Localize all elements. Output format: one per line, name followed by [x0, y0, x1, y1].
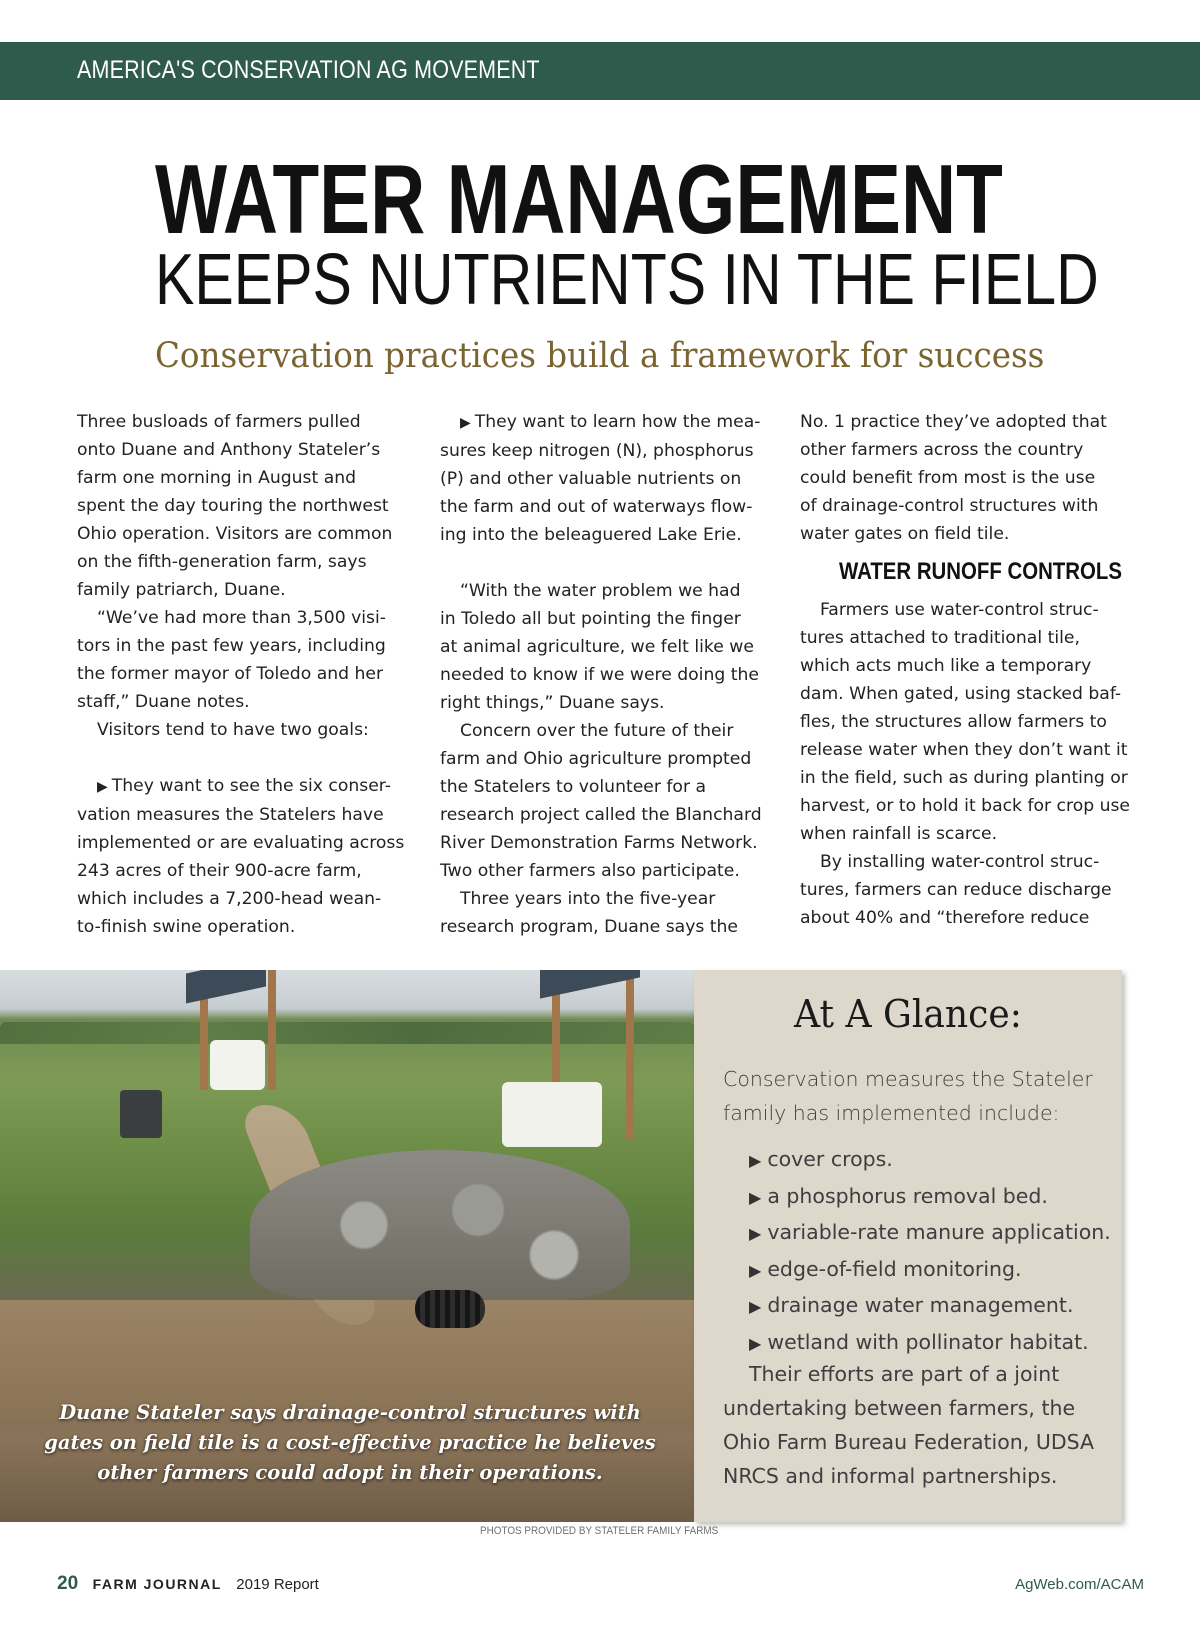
body-line: other farmers across the country: [800, 440, 1084, 460]
measures-list: [749, 1142, 1111, 1361]
list-item: ▶ wetland with pollinator habitat.: [749, 1325, 1111, 1362]
sidebar-intro: [723, 1062, 1113, 1130]
body-line: in Toledo all but pointing the finger: [440, 609, 741, 629]
intro-line: Conservation measures the Stateler: [723, 1067, 1093, 1091]
bullet-line: ▶ They want to learn how the mea-: [440, 408, 770, 437]
body-line: No. 1 practice they’ve adopted that: [800, 412, 1107, 432]
triangle-bullet-icon: ▶: [749, 1151, 762, 1170]
triangle-bullet-icon: ▶: [460, 415, 471, 431]
sidebar-title: At A Glance:: [794, 992, 1022, 1036]
body-line: research program, Duane says the: [440, 917, 738, 937]
body-line: spent the day touring the northwest: [77, 496, 389, 516]
body-line: the Statelers to volunteer for a: [440, 777, 707, 797]
list-item: ▶ a phosphorus removal bed.: [749, 1179, 1111, 1216]
list-item: ▶ edge-of-field monitoring.: [749, 1252, 1111, 1289]
body-line: Two other farmers also participate.: [440, 861, 740, 881]
outro-line: NRCS and informal partnerships.: [723, 1464, 1058, 1488]
body-line: Visitors tend to have two goals:: [97, 720, 369, 740]
triangle-bullet-icon: ▶: [749, 1333, 762, 1353]
body-line: tors in the past few years, including: [77, 636, 386, 656]
body-line: fles, the structures allow farmers to: [800, 712, 1107, 732]
body-line: farm one morning in August and: [77, 468, 357, 488]
at-a-glance-sidebar: [694, 970, 1122, 1522]
body-line: the farm and out of waterways flow-: [440, 497, 753, 517]
list-item: ▶ cover crops.: [749, 1142, 1111, 1179]
body-line: staff,” Duane notes.: [77, 692, 250, 712]
body-line: onto Duane and Anthony Stateler’s: [77, 440, 381, 460]
triangle-bullet-icon: ▶: [749, 1187, 762, 1207]
headline-title: WATER MANAGEMENT: [155, 144, 1003, 254]
section-label: AMERICA'S CONSERVATION AG MOVEMENT: [77, 56, 540, 84]
body-line: sures keep nitrogen (N), phosphorus: [440, 441, 754, 461]
body-line: on the fifth-generation farm, says: [77, 552, 367, 572]
body-line: Concern over the future of their: [460, 721, 734, 741]
body-line: farm and Ohio agriculture prompted: [440, 749, 752, 769]
body-line: implemented or are evaluating across: [77, 833, 405, 853]
body-line: which includes a 7,200-head wean-: [77, 889, 382, 909]
body-line: which acts much like a temporary: [800, 656, 1092, 676]
photo-caption: [40, 1398, 660, 1488]
intro-line: family has implemented include:: [723, 1101, 1060, 1125]
farm-drainage-photo: [0, 970, 694, 1522]
body-line: water gates on field tile.: [800, 524, 1010, 544]
section-subhead: WATER RUNOFF CONTROLS: [839, 558, 1122, 585]
body-line: ing into the beleaguered Lake Erie.: [440, 525, 742, 545]
body-line: in the field, such as during planting or: [800, 768, 1128, 788]
body-line: Farmers use water-control struc-: [820, 600, 1099, 620]
caption-line: other farmers could adopt in their operations.: [97, 1461, 603, 1484]
body-line: 243 acres of their 900-acre farm,: [77, 861, 362, 881]
body-line: tures, farmers can reduce discharge: [800, 880, 1112, 900]
body-line: at animal agriculture, we felt like we: [440, 637, 754, 657]
body-line: vation measures the Statelers have: [77, 805, 384, 825]
footer-left: [57, 1573, 319, 1595]
monitoring-box: [502, 1082, 602, 1147]
publication-name: FARM JOURNAL: [92, 1576, 222, 1592]
photo-credit: PHOTOS PROVIDED BY STATELER FAMILY FARMS: [480, 1525, 719, 1537]
headline-subtitle: KEEPS NUTRIENTS IN THE FIELD: [155, 240, 1099, 320]
body-line: right things,” Duane says.: [440, 693, 665, 713]
body-line: release water when they don’t want it: [800, 740, 1128, 760]
body-line: tures attached to traditional tile,: [800, 628, 1080, 648]
body-line: (P) and other valuable nutrients on: [440, 469, 742, 489]
body-line: Ohio operation. Visitors are common: [77, 524, 393, 544]
body-line: By installing water-control struc-: [820, 852, 1100, 872]
equipment-bin: [120, 1090, 162, 1138]
triangle-bullet-icon: ▶: [749, 1297, 762, 1316]
caption-line: gates on field tile is a cost-effective practice he believes: [44, 1431, 656, 1454]
body-line: needed to know if we were doing the: [440, 665, 759, 685]
drain-pipe: [415, 1290, 485, 1328]
list-item: ▶ variable-rate manure application.: [749, 1215, 1111, 1252]
rock-bed: [250, 1150, 630, 1300]
outro-line: undertaking between farmers, the: [723, 1396, 1076, 1420]
body-line: of drainage-control structures with: [800, 496, 1099, 516]
body-line: Three busloads of farmers pulled: [77, 412, 361, 432]
article-deck: Conservation practices build a framework for success: [155, 336, 1045, 376]
section-banner: [0, 42, 1200, 100]
triangle-bullet-icon: ▶: [97, 779, 108, 795]
article-column-2: [440, 408, 770, 941]
body-line: research project called the Blanchard: [440, 805, 762, 825]
body-line: River Demonstration Farms Network.: [440, 833, 758, 853]
footer-url[interactable]: AgWeb.com/ACAM: [1015, 1576, 1144, 1593]
triangle-bullet-icon: ▶: [749, 1260, 762, 1280]
body-line: could benefit from most is the use: [800, 468, 1096, 488]
page-number: 20: [57, 1573, 79, 1594]
body-line: family patriarch, Duane.: [77, 580, 286, 600]
monitoring-box: [210, 1040, 265, 1090]
body-line: dam. When gated, using stacked baf-: [800, 684, 1122, 704]
outro-line: Their efforts are part of a joint: [749, 1362, 1060, 1386]
caption-line: Duane Stateler says drainage-control structures with: [59, 1401, 641, 1424]
body-line: harvest, or to hold it back for crop use: [800, 796, 1131, 816]
body-line: Three years into the five-year: [460, 889, 716, 909]
sidebar-outro: [723, 1357, 1113, 1493]
body-line: the former mayor of Toledo and her: [77, 664, 384, 684]
body-line: “We’ve had more than 3,500 visi-: [97, 608, 386, 628]
body-line: when rainfall is scarce.: [800, 824, 998, 844]
report-label: 2019 Report: [236, 1576, 319, 1593]
body-line: “With the water problem we had: [460, 581, 741, 601]
triangle-bullet-icon: ▶: [749, 1224, 762, 1243]
body-line: to-finish swine operation.: [77, 917, 296, 937]
body-line: about 40% and “therefore reduce: [800, 908, 1090, 928]
bullet-line: ▶ They want to see the six conser-: [77, 772, 407, 801]
outro-line: Ohio Farm Bureau Federation, UDSA: [723, 1430, 1095, 1454]
list-item: ▶ drainage water management.: [749, 1288, 1111, 1325]
article-column-3: [800, 408, 1130, 932]
article-column-1: [77, 408, 407, 941]
